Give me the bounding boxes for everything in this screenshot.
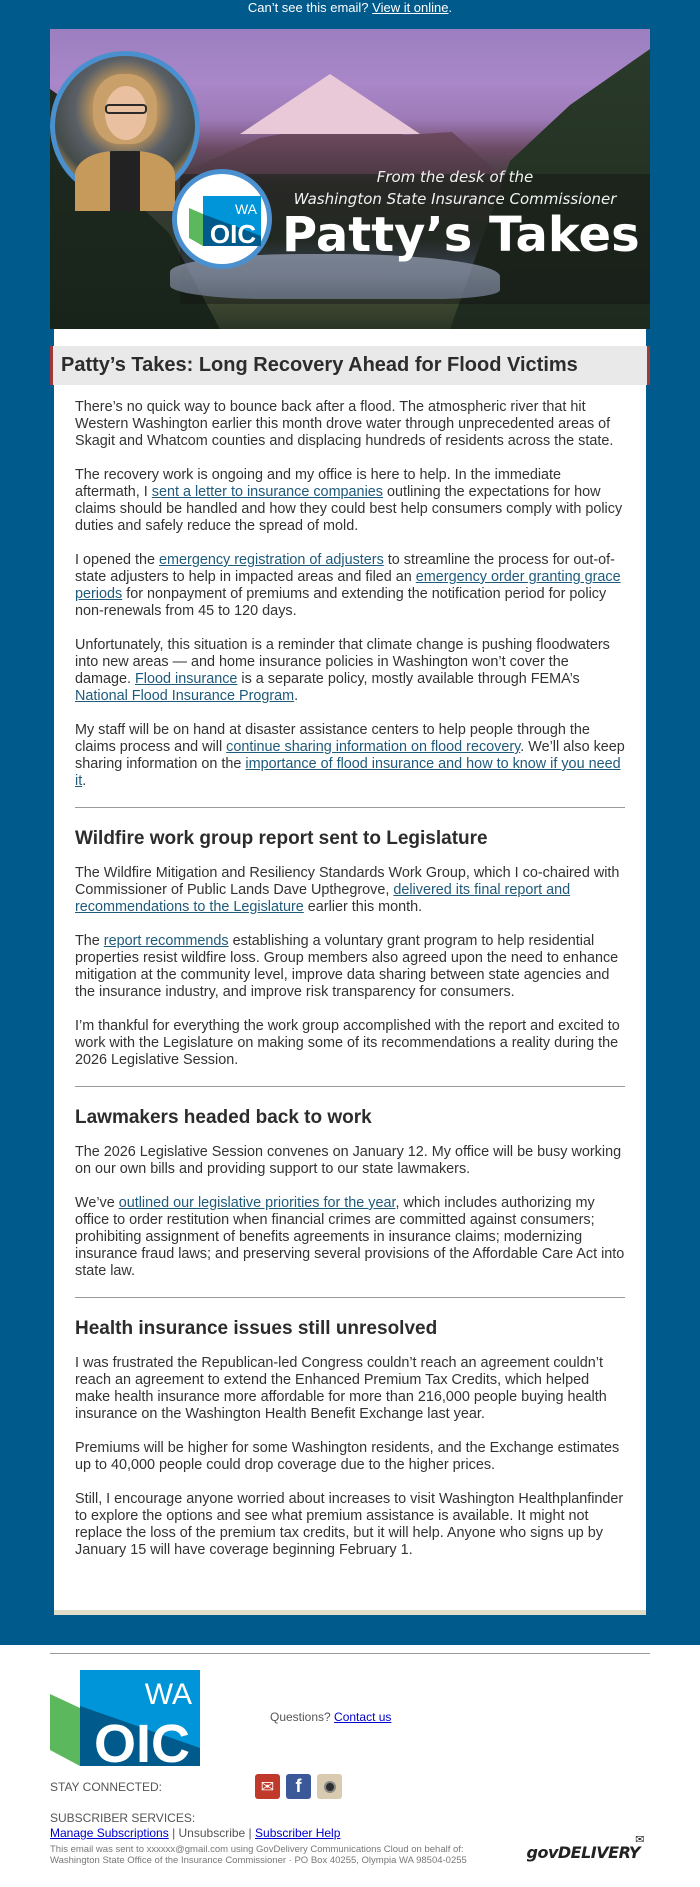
section-heading-wildfire: Wildfire work group report sent to Legislature xyxy=(75,828,488,849)
preheader: Can’t see this email? View it online. xyxy=(247,0,453,15)
section-divider xyxy=(75,807,625,808)
paragraph: I was frustrated the Republican-led Congress couldn’t reach an agreement couldn’t reach an agreement to extend the Enhanced Premium Tax Credits, which helped make health insurance more affordable for more than 216,000 people buying health insurance on the Washington Health Benefit Exchange last year. xyxy=(75,1355,607,1422)
paragraph: The recovery work is ongoing and my office is here to help. In the immediate aftermath, I sent a letter to insurance companies outlining the expectations for how claims should be handled and how they could best help consumers comply with policy duties and safely reduce the spread of mold. xyxy=(75,467,623,534)
preheader-text: Can’t see this email? xyxy=(247,0,369,15)
oic-logo-icon xyxy=(189,196,261,246)
unsubscribe-text[interactable]: | Unsubscribe | xyxy=(168,1826,256,1840)
svg-text:OIC: OIC xyxy=(209,219,257,246)
svg-text:OIC: OIC xyxy=(93,1714,191,1766)
nfip-link[interactable]: National Flood Insurance Program xyxy=(75,688,295,704)
govdelivery-logo: govDELIVERY ✉ xyxy=(526,1833,644,1862)
mountain-graphic xyxy=(240,74,420,134)
commissioner-portrait xyxy=(50,51,200,201)
final-report-link[interactable]: delivered its final report and recommendations to the Legislature xyxy=(75,882,571,915)
email-icon[interactable]: ✉ xyxy=(255,1774,280,1799)
subscriber-links xyxy=(50,1826,650,1840)
newsletter-card xyxy=(54,329,646,1615)
paragraph: The report recommends establishing a voluntary grant program to help residential properties resist wildfire loss. Group members also agreed upon the need to enhance mitigation at the community level, improve data sharing between state agencies and the insurance industry, and improve risk transparency for consumers. xyxy=(75,933,619,1000)
paragraph: Unfortunately, this situation is a reminder that climate change is pushing floodwaters into new areas — and home insurance policies in Washington won’t cover the damage. Flood insurance is a separate policy, mostly available through FEMA’s National Flood Insurance Program. xyxy=(75,637,610,704)
flood-insurance-importance-link[interactable]: importance of flood insurance and how to know if you need it xyxy=(75,756,621,789)
paragraph: My staff will be on hand at disaster assistance centers to help people through the claims process and will continue sharing information on flood recovery. We’ll also keep sharing information on the importance of flood insurance and how to know if you need it. xyxy=(75,722,625,789)
header-banner xyxy=(50,29,650,329)
emergency-registration-link[interactable]: emergency registration of adjusters xyxy=(159,552,384,568)
footer xyxy=(50,1645,650,1866)
paragraph: I opened the emergency registration of adjusters to streamline the process for out-of-state adjusters to help in impacted areas and filed an emergency order granting grace periods for nonpayment of premiums and extending the notification period for policy non-renewals from 45 to 120 days. xyxy=(75,552,621,619)
section-divider xyxy=(75,1086,625,1087)
stay-connected-label: STAY CONNECTED: xyxy=(50,1779,163,1794)
paragraph: Premiums will be higher for some Washington residents, and the Exchange estimates up to 40,000 people could drop coverage due to the higher prices. xyxy=(75,1440,620,1473)
emergency-order-link[interactable]: emergency order granting grace periods xyxy=(75,569,621,602)
paragraph: I’m thankful for everything the work group accomplished with the report and excited to work with the Legislature on making some of its recommendations a reality during the 2026 Legislative Session. xyxy=(75,1018,620,1068)
report-recommends-link[interactable]: report recommends xyxy=(103,933,229,949)
newsletter-content xyxy=(54,385,646,1590)
social-links xyxy=(255,1774,342,1799)
svg-text:WA: WA xyxy=(144,1678,192,1711)
legislative-priorities-link[interactable]: outlined our legislative priorities for the year xyxy=(118,1195,396,1211)
paragraph: There’s no quick way to bounce back after a flood. The atmospheric river that hit Western Washington earlier this month drove water through unprecedented areas of Skagit and Whatcom counties and displacing hundreds of residents across the state. xyxy=(75,399,614,449)
instagram-icon[interactable] xyxy=(317,1774,342,1799)
oic-logo-badge xyxy=(172,169,272,269)
svg-text:WA: WA xyxy=(234,201,257,217)
contact-us-link[interactable]: Contact us xyxy=(334,1710,392,1724)
banner-subtitle: From the desk of the Washington State Insurance Commissioner xyxy=(293,168,617,208)
facebook-icon[interactable]: f xyxy=(286,1774,311,1799)
subscriber-help-link[interactable]: Subscriber Help xyxy=(255,1826,341,1840)
legal-notice: This email was sent to xxxxxx@gmail.com using GovDelivery Communications Cloud on behalf of: Washington State Office of the Insurance Commissioner · PO Box 40255, Olympia WA 98504-0255 xyxy=(50,1844,467,1866)
paragraph: We’ve outlined our legislative priorities for the year, which includes authorizing my office to order restitution when financial crimes are committed against consumers; prohibiting assignment of benefits agreements in insurance claims; modernizing insurance fraud laws; and preserving several provisions of the Affordable Care Act into state law. xyxy=(75,1195,625,1279)
oic-footer-logo-icon xyxy=(50,1670,200,1766)
article-title-bar xyxy=(50,346,650,385)
section-heading-lawmakers: Lawmakers headed back to work xyxy=(75,1107,372,1128)
envelope-icon: ✉ xyxy=(635,1833,644,1846)
paragraph: Still, I encourage anyone worried about increases to visit Washington Healthplanfinder to explore the options and see what premium assistance is available. It might not replace the loss of the premium tax credits, but it will help. Anyone who signs up by January 15 will have coverage beginning February 1. xyxy=(75,1491,624,1558)
subscriber-services-label: SUBSCRIBER SERVICES: xyxy=(50,1811,196,1825)
article-title: Patty’s Takes: Long Recovery Ahead for Flood Victims xyxy=(61,354,578,376)
flood-recovery-link[interactable]: continue sharing information on flood recovery xyxy=(226,739,521,755)
view-online-link[interactable]: View it online xyxy=(372,0,449,15)
manage-subscriptions-link[interactable]: Manage Subscriptions xyxy=(50,1826,169,1840)
footer-divider xyxy=(50,1653,650,1654)
paragraph: The 2026 Legislative Session convenes on January 12. My office will be busy working on our own bills and providing support to our state lawmakers. xyxy=(75,1144,622,1177)
section-heading-health: Health insurance issues still unresolved xyxy=(75,1318,438,1339)
banner-title: Patty’s Takes xyxy=(282,207,640,263)
flood-insurance-link[interactable]: Flood insurance xyxy=(135,671,238,687)
section-divider xyxy=(75,1297,625,1298)
letter-to-insurers-link[interactable]: sent a letter to insurance companies xyxy=(151,484,383,500)
paragraph: The Wildfire Mitigation and Resiliency Standards Work Group, which I co-chaired with Commissioner of Public Lands Dave Upthegrove, delivered its final report and recommendations to the Legislature earlier this month. xyxy=(75,865,620,915)
questions-line: Questions? Contact us xyxy=(270,1710,392,1724)
